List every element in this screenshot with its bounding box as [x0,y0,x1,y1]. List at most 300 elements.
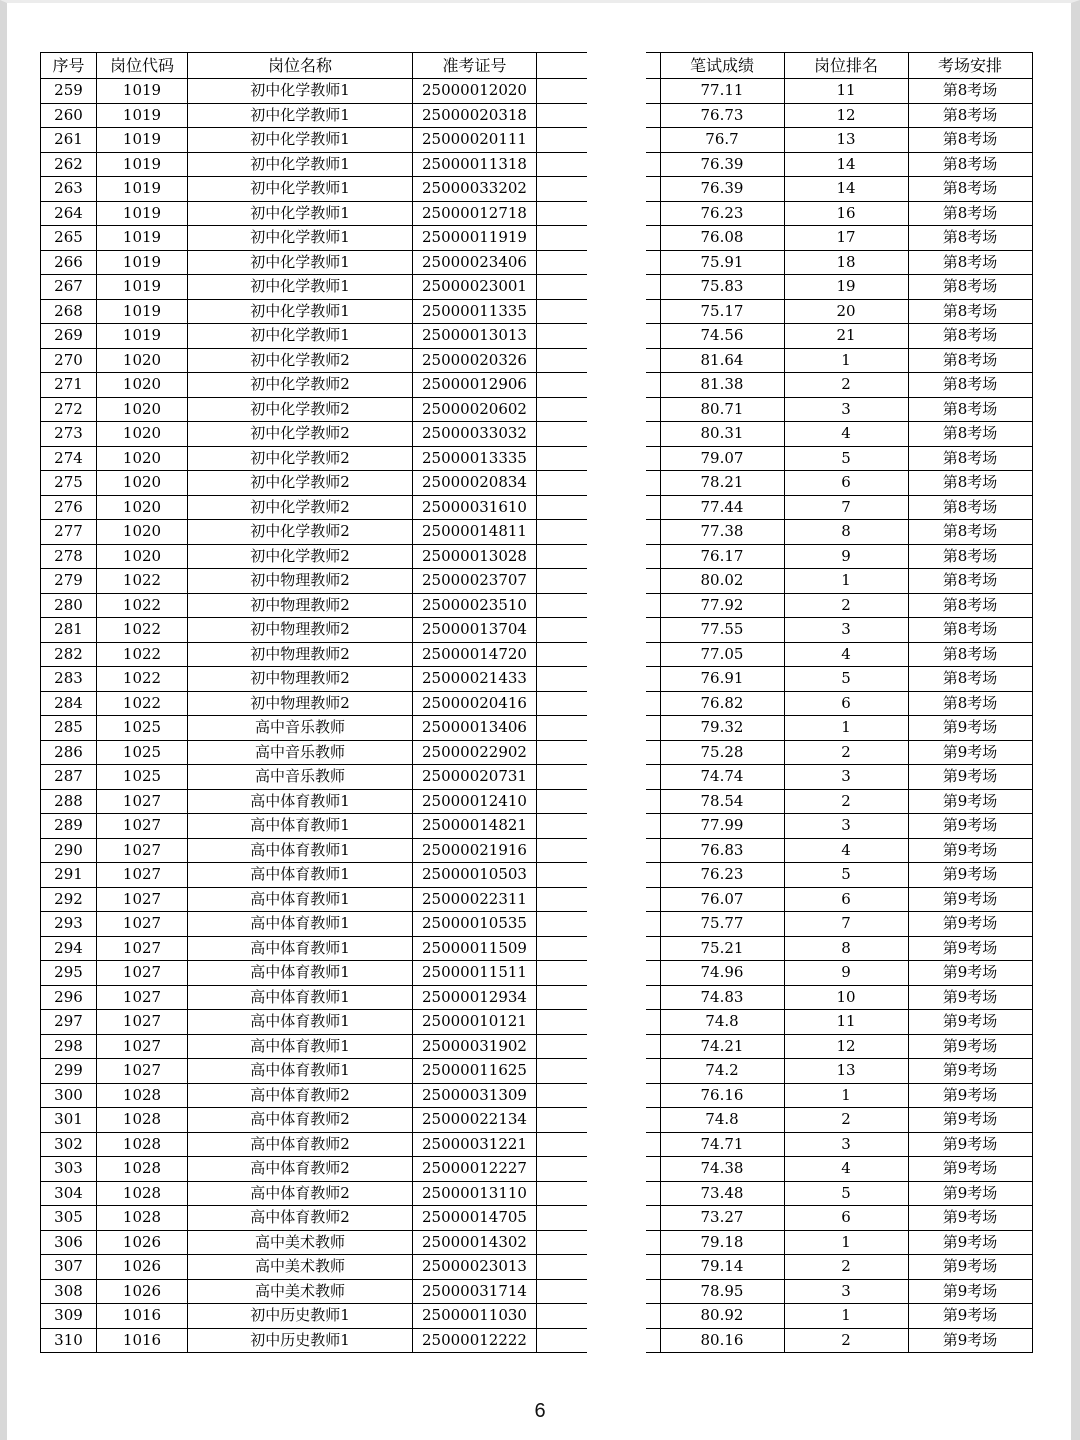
cell-post-name: 初中物理教师2 [188,593,413,618]
cell-post-code: 1025 [97,765,188,790]
cell-score: 76.07 [660,887,784,912]
cell-ticket-no: 25000031309 [413,1083,537,1108]
table-row [41,299,587,324]
cell-cut-edge [646,1034,660,1059]
cell-cut-edge [537,250,587,275]
table-row [646,1230,1032,1255]
cell-post-name: 高中音乐教师 [188,740,413,765]
cell-score: 74.83 [660,985,784,1010]
cell-cut-edge [537,1230,587,1255]
cell-post-name: 初中化学教师1 [188,152,413,177]
cell-post-code: 1028 [97,1206,188,1231]
cell-score: 75.83 [660,275,784,300]
cell-ticket-no: 25000021916 [413,838,537,863]
cell-score: 76.7 [660,128,784,153]
cell-ticket-no: 25000011509 [413,936,537,961]
cell-post-code: 1020 [97,520,188,545]
cell-cut-edge [646,128,660,153]
cell-score: 76.39 [660,152,784,177]
right-table-body [646,79,1032,1353]
cell-cut-edge [646,201,660,226]
cell-rank: 13 [784,1059,908,1084]
table-row [41,716,587,741]
cell-score: 73.48 [660,1181,784,1206]
cell-ticket-no: 25000013013 [413,324,537,349]
table-row [646,1181,1032,1206]
cell-seq: 284 [41,691,97,716]
cell-post-name: 高中体育教师2 [188,1157,413,1182]
cell-cut-edge [537,740,587,765]
cell-score: 81.64 [660,348,784,373]
table-row [41,422,587,447]
cell-cut-edge [646,691,660,716]
cell-rank: 2 [784,593,908,618]
cell-cut-edge [646,1206,660,1231]
table-row [41,1083,587,1108]
cell-post-code: 1026 [97,1255,188,1280]
cell-post-code: 1028 [97,1157,188,1182]
cell-cut-edge [646,324,660,349]
cell-post-name: 初中化学教师1 [188,226,413,251]
cell-post-name: 初中物理教师2 [188,642,413,667]
cell-ticket-no: 25000013704 [413,618,537,643]
cell-score: 76.82 [660,691,784,716]
cell-rank: 1 [784,716,908,741]
table-row [646,593,1032,618]
cell-post-code: 1027 [97,985,188,1010]
table-row [646,814,1032,839]
cell-score: 75.28 [660,740,784,765]
cell-post-name: 初中化学教师1 [188,324,413,349]
cell-room: 第9考场 [908,1181,1032,1206]
cell-rank: 3 [784,814,908,839]
cell-cut-edge [537,1083,587,1108]
cell-ticket-no: 25000013335 [413,446,537,471]
cell-post-code: 1020 [97,446,188,471]
cell-room: 第9考场 [908,863,1032,888]
cell-room: 第9考场 [908,1083,1032,1108]
cell-score: 75.77 [660,912,784,937]
cell-room: 第8考场 [908,593,1032,618]
cell-cut-edge [646,1059,660,1084]
cell-cut-edge [646,348,660,373]
cell-score: 79.07 [660,446,784,471]
cell-ticket-no: 25000013028 [413,544,537,569]
cell-ticket-no: 25000014705 [413,1206,537,1231]
cell-rank: 1 [784,1304,908,1329]
table-row [41,128,587,153]
cell-ticket-no: 25000012227 [413,1157,537,1182]
cell-cut-edge [646,1279,660,1304]
table-row [41,985,587,1010]
cell-ticket-no: 25000033032 [413,422,537,447]
cell-room: 第9考场 [908,716,1032,741]
cell-seq: 299 [41,1059,97,1084]
cell-seq: 273 [41,422,97,447]
cell-score: 78.21 [660,471,784,496]
cell-ticket-no: 25000020111 [413,128,537,153]
cell-rank: 3 [784,1279,908,1304]
table-row [646,961,1032,986]
cell-rank: 16 [784,201,908,226]
table-row [41,446,587,471]
cell-score: 78.95 [660,1279,784,1304]
cell-score: 75.91 [660,250,784,275]
cell-post-name: 高中体育教师1 [188,961,413,986]
cell-cut-edge [646,593,660,618]
cell-cut-edge [537,544,587,569]
table-row [41,324,587,349]
cell-post-code: 1020 [97,544,188,569]
cell-room: 第8考场 [908,373,1032,398]
cell-rank: 1 [784,348,908,373]
cell-post-name: 初中化学教师2 [188,422,413,447]
cell-ticket-no: 25000020731 [413,765,537,790]
cell-seq: 302 [41,1132,97,1157]
cell-room: 第9考场 [908,1108,1032,1133]
cell-room: 第9考场 [908,961,1032,986]
header-ticket-no: 准考证号 [413,53,537,79]
cell-seq: 281 [41,618,97,643]
cell-post-code: 1016 [97,1328,188,1353]
cell-rank: 4 [784,838,908,863]
cell-room: 第9考场 [908,1255,1032,1280]
cell-cut-edge [537,1328,587,1353]
cell-score: 76.08 [660,226,784,251]
cell-seq: 301 [41,1108,97,1133]
table-row [41,642,587,667]
cell-cut-edge [646,765,660,790]
cell-cut-edge [646,1230,660,1255]
table-row [646,936,1032,961]
cell-score: 77.55 [660,618,784,643]
table-row [646,299,1032,324]
cell-rank: 5 [784,667,908,692]
cell-post-code: 1020 [97,348,188,373]
cell-rank: 4 [784,642,908,667]
cell-post-code: 1022 [97,618,188,643]
cell-cut-edge [537,618,587,643]
cell-rank: 11 [784,79,908,104]
table-row [646,1059,1032,1084]
cell-cut-edge [537,814,587,839]
header-seq: 序号 [41,53,97,79]
cell-score: 76.16 [660,1083,784,1108]
cell-ticket-no: 25000022902 [413,740,537,765]
cell-cut-edge [646,1108,660,1133]
cell-room: 第9考场 [908,838,1032,863]
cell-room: 第8考场 [908,103,1032,128]
left-table-body [41,79,587,1353]
table-row [41,348,587,373]
cell-room: 第8考场 [908,177,1032,202]
cell-seq: 280 [41,593,97,618]
cell-score: 74.38 [660,1157,784,1182]
cell-rank: 18 [784,250,908,275]
cell-score: 76.91 [660,667,784,692]
cell-rank: 3 [784,618,908,643]
cell-rank: 5 [784,863,908,888]
cell-rank: 6 [784,691,908,716]
cell-score: 76.39 [660,177,784,202]
table-row [646,789,1032,814]
cell-seq: 303 [41,1157,97,1182]
table-row [646,250,1032,275]
table-row [41,740,587,765]
cell-post-name: 高中体育教师2 [188,1132,413,1157]
cell-post-name: 初中化学教师1 [188,299,413,324]
cell-post-code: 1019 [97,299,188,324]
table-row [646,128,1032,153]
table-row [41,275,587,300]
cell-cut-edge [646,495,660,520]
cell-cut-edge [646,299,660,324]
cell-room: 第8考场 [908,422,1032,447]
cell-seq: 306 [41,1230,97,1255]
cell-rank: 8 [784,936,908,961]
cell-cut-edge [537,961,587,986]
cell-seq: 278 [41,544,97,569]
cell-room: 第8考场 [908,569,1032,594]
cell-ticket-no: 25000013110 [413,1181,537,1206]
table-row [646,1034,1032,1059]
cell-seq: 305 [41,1206,97,1231]
table-row [41,912,587,937]
cell-post-name: 初中化学教师1 [188,177,413,202]
cell-score: 74.71 [660,1132,784,1157]
table-row [41,789,587,814]
cell-ticket-no: 25000031714 [413,1279,537,1304]
cell-score: 80.16 [660,1328,784,1353]
cell-score: 76.17 [660,544,784,569]
table-row [41,177,587,202]
table-row [646,691,1032,716]
cell-post-code: 1028 [97,1181,188,1206]
cell-post-name: 初中化学教师2 [188,373,413,398]
cell-cut-edge [537,103,587,128]
table-row [646,275,1032,300]
cell-seq: 274 [41,446,97,471]
cell-cut-edge [537,1132,587,1157]
cell-ticket-no: 25000022134 [413,1108,537,1133]
cell-room: 第8考场 [908,275,1032,300]
cell-rank: 1 [784,1230,908,1255]
cell-cut-edge [646,740,660,765]
header-row-left [41,53,587,79]
cell-ticket-no: 25000014302 [413,1230,537,1255]
table-row [646,1255,1032,1280]
cell-post-code: 1019 [97,128,188,153]
cell-seq: 275 [41,471,97,496]
cell-post-name: 初中化学教师1 [188,128,413,153]
cell-rank: 2 [784,1255,908,1280]
cell-seq: 287 [41,765,97,790]
table-row [41,1132,587,1157]
cell-post-name: 初中物理教师2 [188,569,413,594]
table-row [646,667,1032,692]
cell-seq: 268 [41,299,97,324]
table-row [41,1230,587,1255]
cell-post-name: 高中体育教师2 [188,1083,413,1108]
cell-rank: 11 [784,1010,908,1035]
cell-score: 79.18 [660,1230,784,1255]
cell-cut-edge [537,1181,587,1206]
cell-score: 74.2 [660,1059,784,1084]
cell-score: 77.11 [660,79,784,104]
cell-seq: 262 [41,152,97,177]
table-row [646,103,1032,128]
table-row [41,887,587,912]
table-row [646,422,1032,447]
cell-post-code: 1019 [97,177,188,202]
table-row [41,373,587,398]
cell-seq: 304 [41,1181,97,1206]
table-row [646,985,1032,1010]
cell-cut-edge [646,544,660,569]
table-row [41,1157,587,1182]
cell-cut-edge [646,912,660,937]
cell-post-code: 1025 [97,716,188,741]
cell-room: 第8考场 [908,495,1032,520]
table-row [41,863,587,888]
cell-seq: 265 [41,226,97,251]
cell-score: 74.21 [660,1034,784,1059]
cell-post-code: 1016 [97,1304,188,1329]
table-row [41,250,587,275]
cell-post-name: 高中体育教师2 [188,1181,413,1206]
cell-post-name: 高中体育教师1 [188,1010,413,1035]
table-row [646,373,1032,398]
cell-cut-edge [537,226,587,251]
cell-post-code: 1028 [97,1132,188,1157]
table-row [646,618,1032,643]
table-row [41,1108,587,1133]
cell-room: 第8考场 [908,397,1032,422]
cell-cut-edge [537,446,587,471]
cell-rank: 2 [784,373,908,398]
cell-score: 76.23 [660,201,784,226]
table-row [41,226,587,251]
cell-score: 75.21 [660,936,784,961]
cell-room: 第8考场 [908,667,1032,692]
cell-post-code: 1028 [97,1108,188,1133]
cell-cut-edge [537,128,587,153]
cell-score: 76.83 [660,838,784,863]
cell-post-name: 高中体育教师2 [188,1206,413,1231]
cell-score: 74.96 [660,961,784,986]
cell-seq: 289 [41,814,97,839]
cell-score: 80.31 [660,422,784,447]
cell-ticket-no: 25000014821 [413,814,537,839]
cell-seq: 269 [41,324,97,349]
cell-cut-edge [646,936,660,961]
cell-ticket-no: 25000012222 [413,1328,537,1353]
table-row [41,838,587,863]
cell-rank: 12 [784,1034,908,1059]
cell-ticket-no: 25000031221 [413,1132,537,1157]
cell-cut-edge [537,348,587,373]
cell-rank: 19 [784,275,908,300]
table-row [41,1279,587,1304]
cell-room: 第8考场 [908,79,1032,104]
cell-rank: 17 [784,226,908,251]
cell-post-name: 初中化学教师2 [188,471,413,496]
cell-ticket-no: 25000014720 [413,642,537,667]
cell-post-code: 1027 [97,936,188,961]
cell-seq: 298 [41,1034,97,1059]
cell-cut-edge [646,471,660,496]
cell-score: 74.74 [660,765,784,790]
cell-ticket-no: 25000011030 [413,1304,537,1329]
cell-cut-edge [646,863,660,888]
cell-post-name: 初中化学教师1 [188,275,413,300]
cell-ticket-no: 25000021433 [413,667,537,692]
cell-post-code: 1020 [97,422,188,447]
cell-cut-edge [537,593,587,618]
cell-cut-edge [537,373,587,398]
cell-cut-edge [537,152,587,177]
table-row [41,1328,587,1353]
cell-seq: 267 [41,275,97,300]
table-row [41,1206,587,1231]
cell-post-code: 1019 [97,201,188,226]
cell-seq: 308 [41,1279,97,1304]
cell-seq: 297 [41,1010,97,1035]
cell-cut-edge [646,1328,660,1353]
table-row [646,1328,1032,1353]
cell-post-name: 初中化学教师2 [188,495,413,520]
cell-post-code: 1020 [97,397,188,422]
cell-room: 第8考场 [908,226,1032,251]
table-row [646,912,1032,937]
cell-score: 77.05 [660,642,784,667]
cell-room: 第8考场 [908,201,1032,226]
cell-cut-edge [646,838,660,863]
cell-cut-edge [537,79,587,104]
cell-score: 77.38 [660,520,784,545]
table-row [646,1304,1032,1329]
cell-room: 第8考场 [908,299,1032,324]
cell-post-code: 1027 [97,838,188,863]
cell-rank: 9 [784,961,908,986]
header-rank: 岗位排名 [784,53,908,79]
cell-seq: 285 [41,716,97,741]
cell-cut-edge [646,275,660,300]
cell-room: 第9考场 [908,985,1032,1010]
cell-rank: 9 [784,544,908,569]
cell-rank: 7 [784,495,908,520]
cell-cut-edge [646,961,660,986]
cell-room: 第9考场 [908,1034,1032,1059]
cell-score: 75.17 [660,299,784,324]
cell-post-name: 高中体育教师1 [188,1059,413,1084]
cell-ticket-no: 25000010503 [413,863,537,888]
cell-post-name: 高中体育教师1 [188,912,413,937]
cell-post-name: 初中化学教师1 [188,79,413,104]
cell-ticket-no: 25000012410 [413,789,537,814]
cell-rank: 4 [784,422,908,447]
cell-post-code: 1019 [97,226,188,251]
cell-room: 第8考场 [908,250,1032,275]
cell-post-code: 1027 [97,814,188,839]
cell-cut-edge [537,936,587,961]
table-row [41,1059,587,1084]
table-row [646,642,1032,667]
cell-cut-edge [537,324,587,349]
cell-score: 79.14 [660,1255,784,1280]
table-row [41,1181,587,1206]
cell-cut-edge [537,201,587,226]
